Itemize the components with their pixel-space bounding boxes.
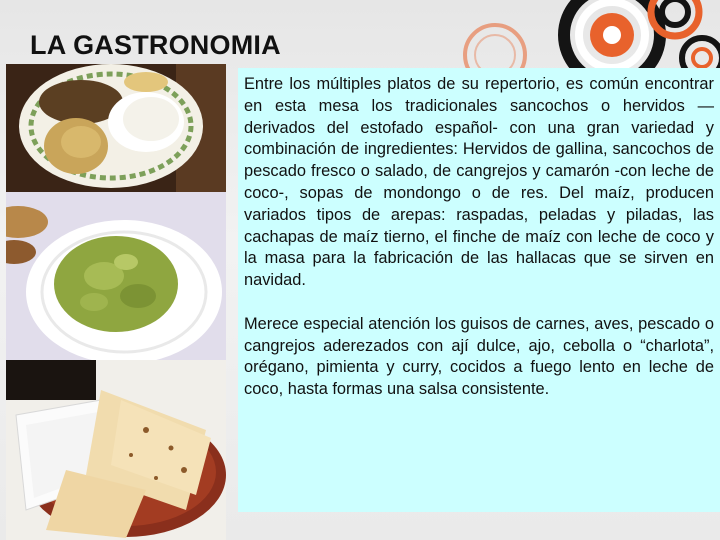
paragraph-sancochos: Entre los múltiples platos de su repertorio, es común encontrar en esta mesa los tradicionales sancochos o hervidos —derivados del estofado español- con una gran variedad y combinación de ingredientes: Hervidos de gallina, sancochos de pescado fresco o salado, de cangrejos y camarón -con leche de coco-, sopas de mondongo o de res. Del maíz, producen variados tipos de arepas: raspadas, peladas y piladas, las cachapas de maíz tierno, el finche de maíz con leche de coco y la masa para la fabricación de las hallacas que se sirven en navidad. [244, 75, 714, 290]
decorative-circles [440, 0, 720, 70]
paragraph-guisos: Merece especial atención los guisos de carnes, aves, pescado o cangrejos aderezados con ají dulce, ajo, cebolla o “charlota”, orégano, pimienta y curry, cocidos a fuego lento en leche de coco, hasta formas una salsa consistente. [244, 314, 714, 399]
food-photo-green-stew [6, 192, 226, 360]
text-box [238, 68, 720, 512]
food-photo-column [6, 64, 226, 540]
food-photo-rice-plate [6, 64, 226, 192]
slide-title: LA GASTRONOMIA [30, 30, 281, 60]
food-photo-bread-basket [6, 360, 226, 540]
